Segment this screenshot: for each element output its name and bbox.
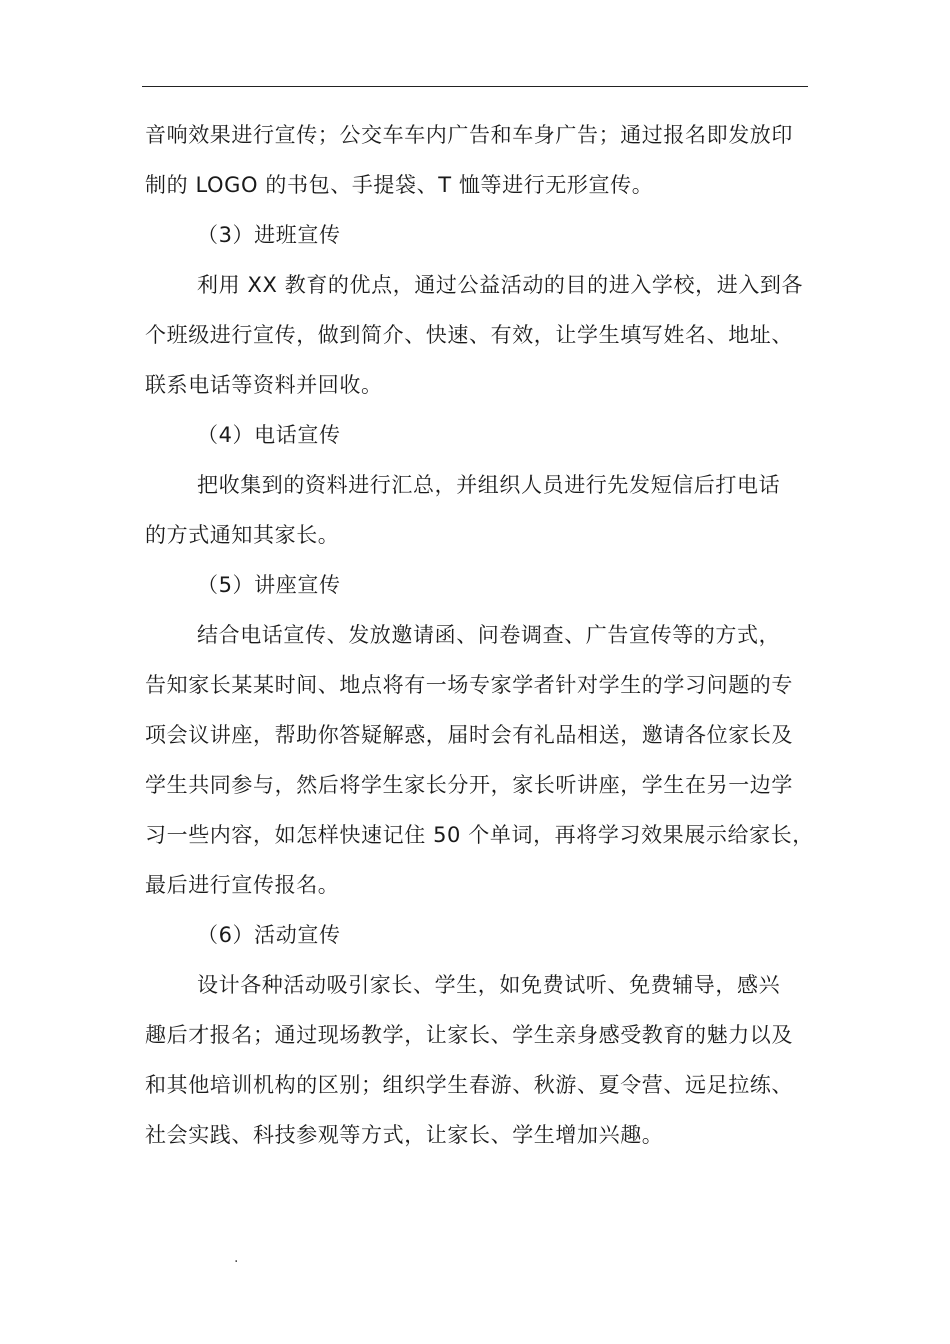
document-body (145, 110, 814, 1160)
paragraph-line: 的方式通知其家长。 (145, 523, 340, 547)
paragraph-line: 社会实践、科技参观等方式，让家长、学生增加兴趣。 (145, 1123, 664, 1147)
paragraph-line: 和其他培训机构的区别；组织学生春游、秋游、夏令营、远足拉练、 (145, 1073, 793, 1097)
paragraph-line: 趣后才报名；通过现场教学，让家长、学生亲身感受教育的魅力以及 (145, 1023, 793, 1047)
paragraph-line: 结合电话宣传、发放邀请函、问卷调查、广告宣传等的方式， (197, 623, 781, 647)
paragraph-line: 设计各种活动吸引家长、学生，如免费试听、免费辅导，感兴 (197, 973, 781, 997)
paragraph-line: 项会议讲座，帮助你答疑解惑，届时会有礼品相送，邀请各位家长及 (145, 723, 793, 747)
footer-mark: . (234, 1250, 239, 1266)
paragraph-line: 把收集到的资料进行汇总，并组织人员进行先发短信后打电话 (197, 473, 781, 497)
paragraph-line: 制的 LOGO 的书包、手提袋、T 恤等进行无形宣传。 (145, 173, 654, 197)
paragraph-line: 习一些内容，如怎样快速记住 50 个单词，再将学习效果展示给家长， (145, 823, 814, 847)
paragraph-line: 个班级进行宣传，做到简介、快速、有效，让学生填写姓名、地址、 (145, 323, 793, 347)
paragraph-line: 音响效果进行宣传；公交车车内广告和车身广告；通过报名即发放印 (145, 123, 793, 147)
paragraph-line: 学生共同参与，然后将学生家长分开，家长听讲座，学生在另一边学 (145, 773, 793, 797)
paragraph-line: 利用 XX 教育的优点，通过公益活动的目的进入学校，进入到各 (197, 273, 804, 297)
section-heading-5: （5）讲座宣传 (197, 573, 341, 597)
section-heading-6: （6）活动宣传 (197, 923, 341, 947)
section-heading-4: （4）电话宣传 (197, 423, 341, 447)
paragraph-line: 最后进行宣传报名。 (145, 873, 340, 897)
section-heading-3: （3）进班宣传 (197, 223, 341, 247)
header-rule (142, 86, 808, 87)
paragraph-line: 告知家长某某时间、地点将有一场专家学者针对学生的学习问题的专 (145, 673, 793, 697)
paragraph-line: 联系电话等资料并回收。 (145, 373, 383, 397)
